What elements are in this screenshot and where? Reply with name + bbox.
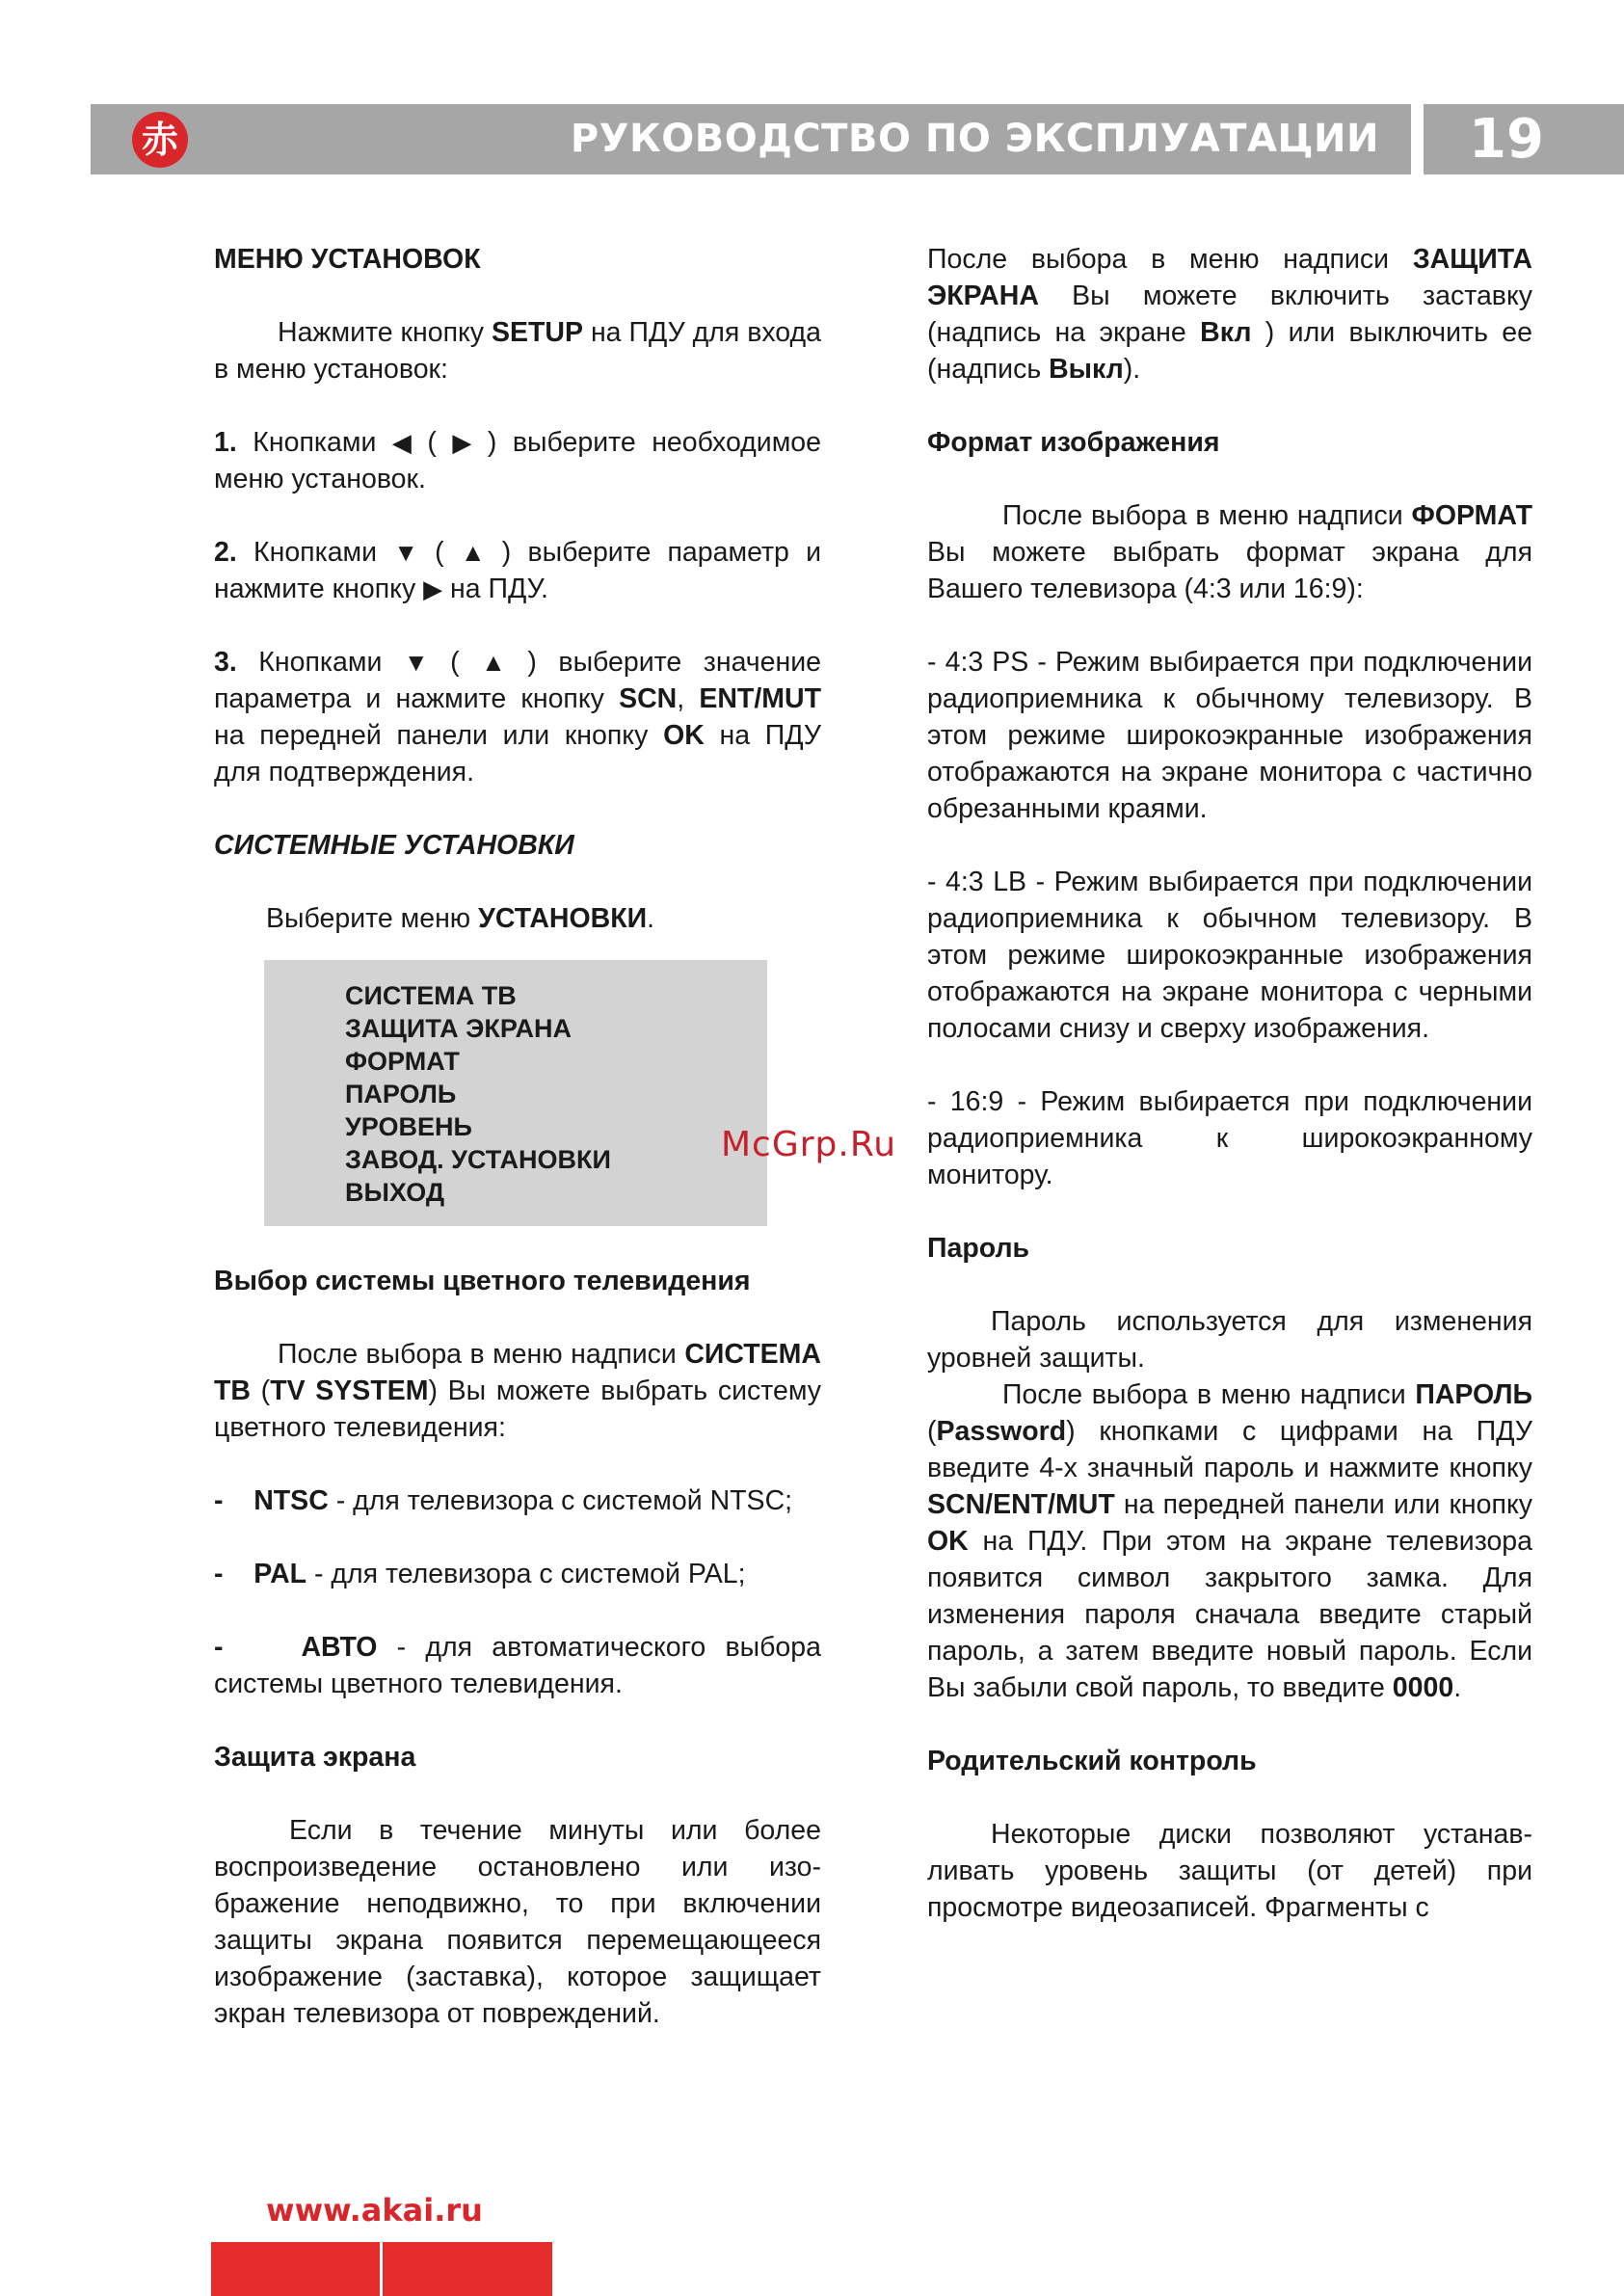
parental-control-text: Некоторые диски позволяют устанавливать уровень защиты (от детей) при просмотре видеозаписей. Фрагменты с (927, 1819, 1532, 1923)
heading-image-format: Формат изображения (927, 427, 1220, 458)
page-title: РУКОВОДСТВО ПО ЭКСПЛУАТАЦИИ (570, 117, 1379, 161)
step-3: 3. Кнопками ▼ ( ▲ ) выберите значение параметра и нажмите кнопку SCN, ENT/MUT на передней панели или кнопку OK на ПДУ для подтверждения. (214, 644, 821, 790)
watermark: McGrp.Ru (721, 1125, 897, 1164)
menu-item-tv-system: СИСТЕМА ТВ (345, 981, 517, 1010)
menu-item-exit: ВЫХОД (345, 1178, 445, 1207)
password-intro: Пароль используется для изменения уровней защиты. (927, 1306, 1532, 1374)
heading-system-settings: СИСТЕМНЫЕ УСТАНОВКИ (214, 830, 574, 861)
color-system-text: После выбора в меню надписи СИСТЕМА ТВ (TV SYSTEM) Вы можете выбрать систему цветного телевидения: (214, 1339, 821, 1443)
footer-red-bar-2 (383, 2242, 552, 2296)
menu-item-factory-settings: ЗАВОД. УСТАНОВКИ (345, 1145, 611, 1174)
up-triangle-icon: ▲ (460, 538, 486, 567)
setup-intro: Нажмите кнопку SETUP на ПДУ для входа в меню установок: (214, 317, 821, 385)
option-auto: - АВТО - для автоматического выбора системы цветного телевидения. (214, 1632, 821, 1699)
step-2: 2. Кнопками ▼ ( ▲ ) выберите параметр и нажмите кнопку ▶ на ПДУ. (214, 534, 821, 607)
footer-red-bar-1 (211, 2242, 380, 2296)
screen-protection-text: Если в течение минуты или более воспроизведение остановлено или изображение неподвижно, то при включении защиты экрана появится перемещающееся изображение (заставка), которое защищает экран телевизора от повреждений. (214, 1815, 821, 2029)
format-text: После выбора в меню надписи ФОРМАТ Вы можете выбрать формат экрана для Вашего телевизора (4:3 или 16:9): (927, 500, 1532, 604)
menu-item-format: ФОРМАТ (345, 1047, 460, 1076)
down-triangle-icon: ▼ (403, 648, 429, 677)
menu-item-level: УРОВЕНЬ (345, 1112, 472, 1141)
settings-menu-box (264, 960, 767, 1226)
footer-url-link[interactable]: www.akai.ru (266, 2192, 483, 2229)
format-16-9: - 16:9 - Режим выбирается при подключении радиоприемника к широкоэкранному монитору. (927, 1086, 1532, 1190)
select-settings: Выберите меню УСТАНОВКИ. (266, 903, 655, 934)
screen-saver-text: После выбора в меню надписи ЗАЩИТА ЭКРАНА Вы можете включить заставку (надпись на экране Вкл ) или выключить ее (надпись Выкл). (927, 244, 1533, 385)
format-4-3-ps: - 4:3 PS - Режим выбирается при подключении радиоприемника к обычному телевизору. В этом режиме широкоэкранные изображения отображаются на экране монитора с частично обрезанными краями. (927, 647, 1532, 824)
password-text: После выбора в меню надписи ПАРОЛЬ (Password) кнопками с цифрами на ПДУ введите 4-х значный пароль и нажмите кнопку SCN/ENT/MUT на передней панели или кнопку OK на ПДУ. При этом на экране телевизора появится символ закрытого замка. Для изменения пароля сначала введите старый пароль, а затем введите новый пароль. Если Вы забыли свой пароль, то введите 0000. (927, 1379, 1532, 1703)
option-pal: - PAL - для телевизора с системой PAL; (214, 1559, 746, 1589)
step-1: 1. Кнопками ◀ ( ▶ ) выберите необходимое меню установок. (214, 424, 821, 497)
option-ntsc: - NTSC - для телевизора с системой NTSC; (214, 1485, 793, 1516)
left-triangle-icon: ◀ (391, 428, 412, 457)
heading-password: Пароль (927, 1233, 1030, 1264)
heading-color-system: Выбор системы цветного телевидения (214, 1266, 751, 1296)
akai-logo (132, 112, 188, 168)
logo-glyph: 赤 (141, 118, 178, 161)
heading-parental-control: Родительский контроль (927, 1746, 1257, 1776)
right-triangle-icon: ▶ (452, 428, 472, 457)
right-column (927, 241, 1532, 1926)
heading-setup-menu: МЕНЮ УСТАНОВОК (214, 244, 481, 275)
down-triangle-icon: ▼ (393, 538, 418, 567)
heading-screen-protection: Защита экрана (214, 1742, 416, 1773)
up-triangle-icon: ▲ (481, 648, 506, 677)
menu-item-screen-saver: ЗАЩИТА ЭКРАНА (345, 1014, 572, 1043)
menu-item-password: ПАРОЛЬ (345, 1080, 457, 1108)
page-number: 19 (1424, 104, 1624, 174)
format-4-3-lb: - 4:3 LB - Режим выбирается при подключении радиоприемника к обычном телевизору. В этом режиме широкоэкранные изображения отображаются на экране монитора с черными полосами снизу и сверху изображения. (927, 867, 1532, 1044)
right-triangle-icon: ▶ (423, 574, 443, 603)
